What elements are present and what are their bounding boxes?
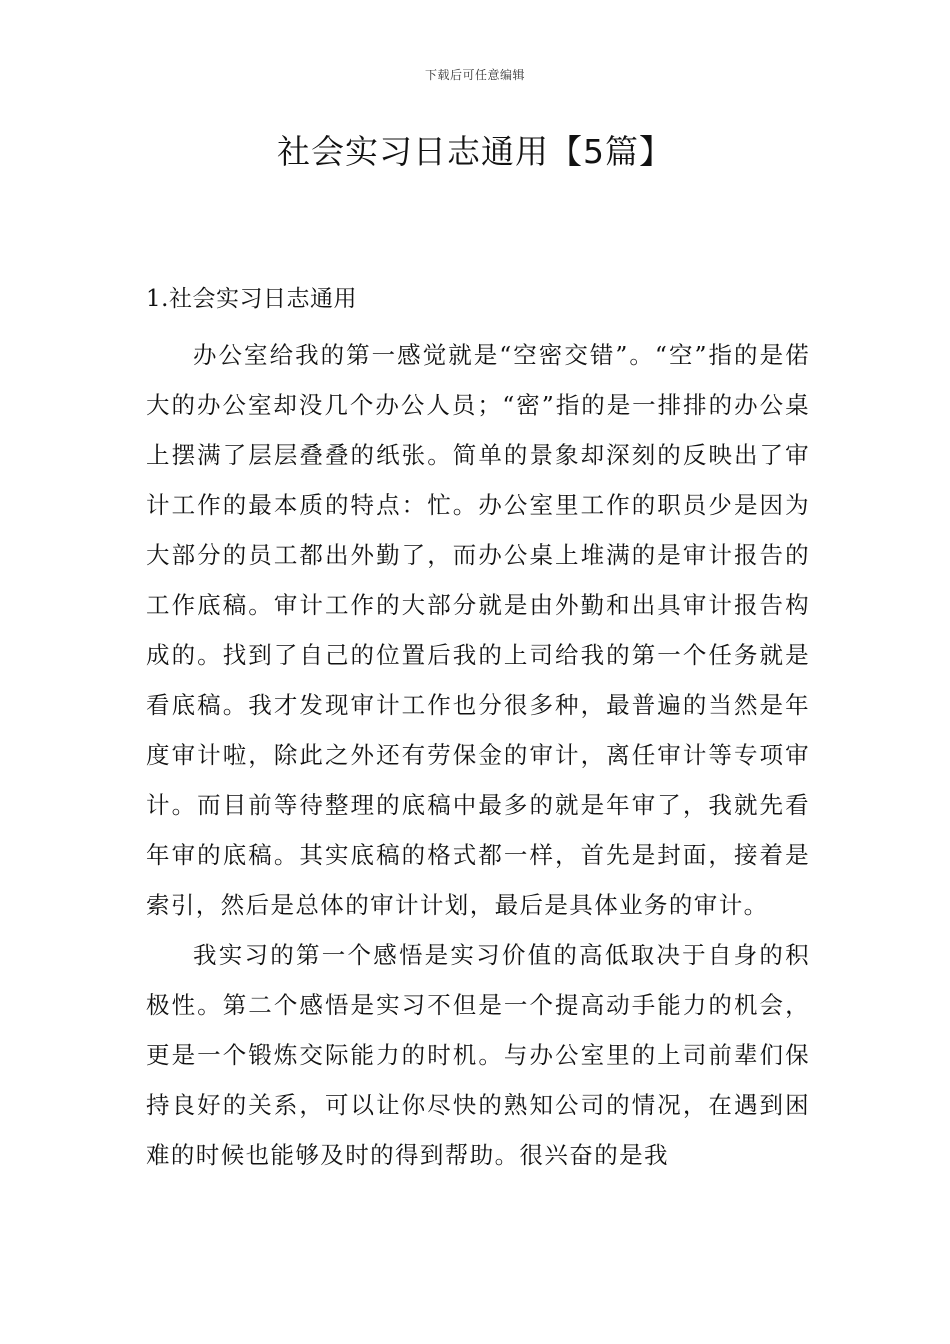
header-note: 下载后可任意编辑 bbox=[424, 68, 525, 82]
section-heading: 1.社会实习日志通用 bbox=[146, 286, 357, 312]
paragraph: 我实习的第一个感悟是实习价值的高低取决于自身的积极性。第二个感悟是实习不但是一个提高动手能力的机会，更是一个锻炼交际能力的时机。与办公室里的上司前辈们保持良好的关系，可以让你尽快的熟知公司的情况，在遇到困难的时候也能够及时的得到帮助。很兴奋的是我 bbox=[146, 941, 810, 1169]
document-body bbox=[146, 280, 810, 1180]
document-title: 社会实习日志通用【5篇】 bbox=[277, 132, 673, 171]
paragraph: 办公室给我的第一感觉就是“空密交错”。“空”指的是偌大的办公室却没几个办公人员；“密”指的是一排排的办公桌上摆满了层层叠叠的纸张。简单的景象却深刻的反映出了审计工作的最本质的特点：忙。办公室里工作的职员少是因为大部分的员工都出外勤了，而办公桌上堆满的是审计报告的工作底稿。审计工作的大部分就是由外勤和出具审计报告构成的。找到了自己的位置后我的上司给我的第一个任务就是看底稿。我才发现审计工作也分很多种，最普遍的当然是年度审计啦，除此之外还有劳保金的审计，离任审计等专项审计。而目前等待整理的底稿中最多的就是年审了，我就先看年审的底稿。其实底稿的格式都一样，首先是封面，接着是索引，然后是总体的审计计划，最后是具体业务的审计。 bbox=[146, 341, 810, 919]
